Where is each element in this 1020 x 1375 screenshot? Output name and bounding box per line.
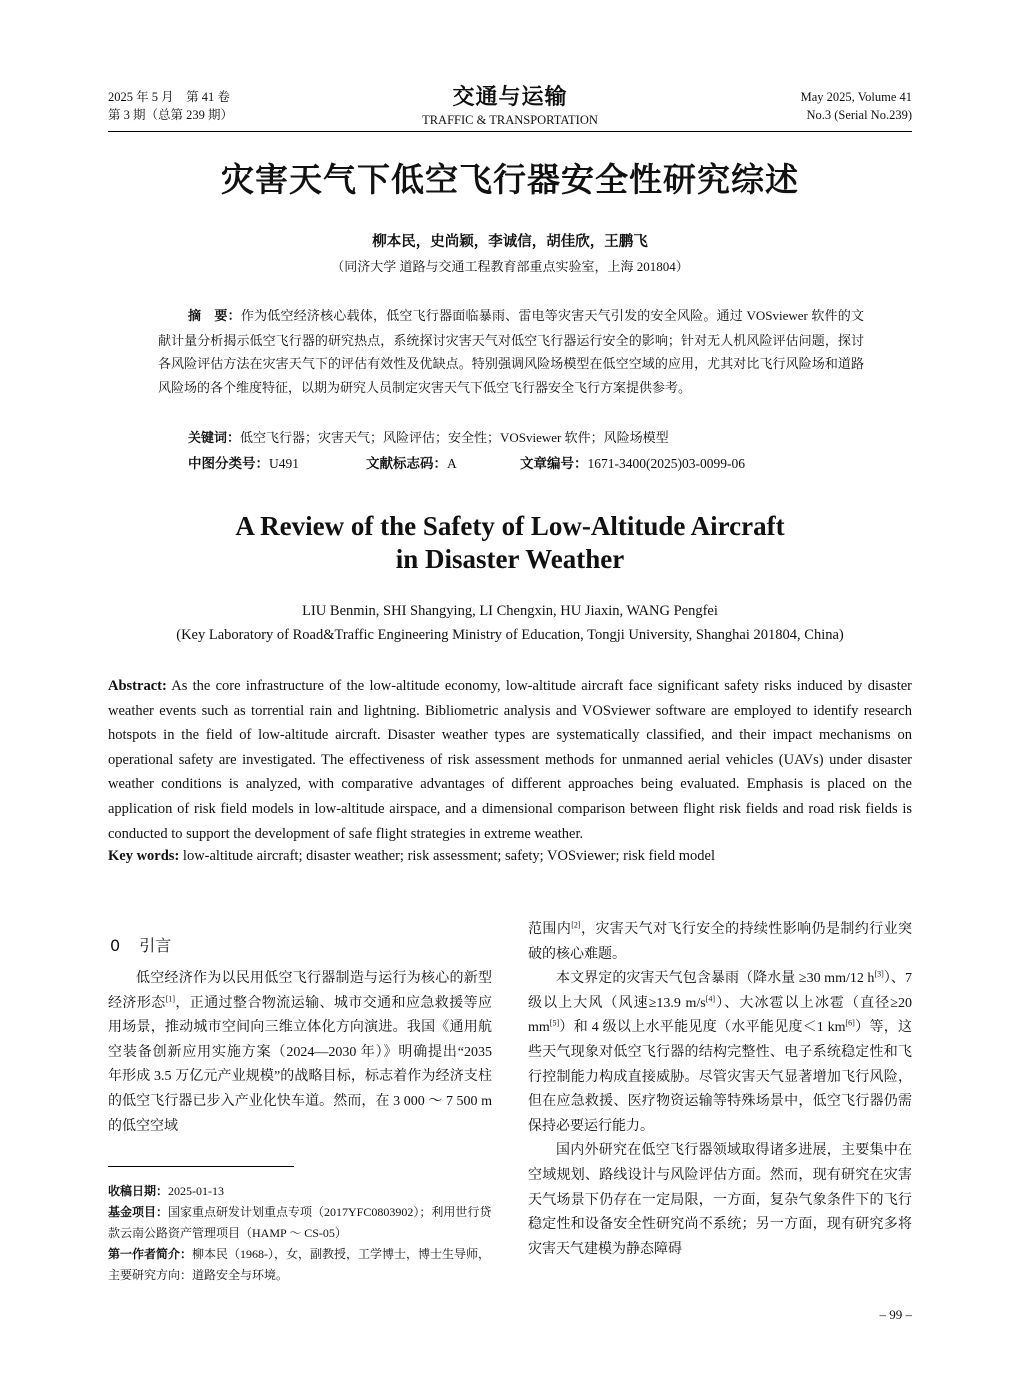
footnote-rule xyxy=(108,1166,294,1167)
abstract-en xyxy=(108,674,912,846)
article-title-en-line2: in Disaster Weather xyxy=(395,544,625,574)
footnote-first-author xyxy=(108,1244,492,1286)
intro-paragraph-3: 国内外研究在低空飞行器领域取得诸多进展，主要集中在空域规划、路线设计与风险评估方面。然而，现有研究在灾害天气场景下仍存在一定局限，一方面，复杂气象条件下的飞行稳定性和设备安全性研究尚不系统；另一方面，现有研究多将灾害天气建模为静态障碍 xyxy=(528,1143,912,1257)
citation-ref: [2] xyxy=(571,920,581,930)
article-title-en xyxy=(108,510,912,576)
authors-en: LIU Benmin, SHI Shangying, LI Chengxin, HU Jiaxin, WANG Pengfei xyxy=(302,603,718,619)
document-code-value: A xyxy=(447,456,457,471)
footnote-received xyxy=(108,1181,492,1202)
section-heading-introduction xyxy=(110,935,171,957)
header-month-volume-en: May 2025, Volume 41 xyxy=(800,90,912,104)
footnote-label: 第一作者简介： xyxy=(108,1247,193,1261)
header-issue-number: 第 3 期（总第 239 期） xyxy=(108,108,234,122)
article-number xyxy=(520,454,745,474)
authors-cn: 柳本民，史尚颖，李诚信，胡佳欣，王鹏飞 xyxy=(372,234,648,250)
article-title-cn: 灾害天气下低空飞行器安全性研究综述 xyxy=(221,160,799,199)
journal-name-cn: 交通与运输 xyxy=(452,84,568,109)
intro-text: ）、7 级以上大风（风速≥13.9 m/s xyxy=(528,971,913,1011)
header-serial-en: No.3 (Serial No.239) xyxy=(806,108,912,122)
left-column-body xyxy=(108,967,492,1139)
keywords-en-label: Key words: xyxy=(108,848,180,864)
citation-ref: [6] xyxy=(845,1018,855,1028)
intro-text: 低空经济作为以民用低空飞行器制造与运行为核心的新型经济形态 xyxy=(108,971,492,1011)
keywords-cn-text: 低空飞行器；灾害天气；风险评估；安全性；VOSviewer 软件；风险场模型 xyxy=(240,430,669,445)
affiliation-cn: （同济大学 道路与交通工程教育部重点实验室，上海 201804） xyxy=(331,259,689,274)
keywords-en xyxy=(108,845,912,867)
footnote-label: 收稿日期： xyxy=(108,1184,169,1198)
document-code xyxy=(366,454,457,474)
footnote-value: 国家重点研发计划重点专项（2017YFC0803902）；利用世行贷款云南公路资产管理项目（HAMP ～ CS-05） xyxy=(108,1205,492,1240)
keywords-cn-label: 关键词： xyxy=(188,431,241,446)
page-number: – 99 – xyxy=(879,1307,912,1322)
citation-ref: [1] xyxy=(165,993,175,1003)
header-issue-info-cn xyxy=(108,88,233,124)
section-title: 引言 xyxy=(139,936,172,955)
intro-text: ）和 4 级以上水平能见度（水平能见度＜1 km xyxy=(559,1020,846,1036)
intro-text: ，灾害天气对飞行安全的持续性影响仍是制约行业突破的核心难题。 xyxy=(528,922,913,962)
header-date-volume: 2025 年 5 月 第 41 卷 xyxy=(108,90,230,104)
clc-number xyxy=(188,454,299,474)
footnote-value: 柳本民（1968-），女，副教授，工学博士，博士生导师，主要研究方向：道路安全与环境。 xyxy=(108,1247,491,1282)
section-number: 0 xyxy=(110,936,121,955)
abstract-en-label: Abstract: xyxy=(108,678,167,694)
right-column-body xyxy=(528,918,912,1262)
intro-paragraph-1 xyxy=(108,967,492,1139)
intro-text: ，正通过整合物流运输、城市交通和应急救援等应用场景，推动城市空间向三维立体化方向演进。我国《通用航空装备创新应用实施方案（2024—2030 年）》明确提出“2035 年形成 3.5 万亿元产业规模”的战略目标，标志着作为经济支柱的低空飞行器已步入产业化快车道。然而，在 3 000 ～ 7 500 m 的低空空域 xyxy=(108,995,493,1134)
clc-label: 中图分类号： xyxy=(188,456,269,472)
footnotes xyxy=(108,1181,492,1286)
journal-masthead xyxy=(360,84,660,128)
abstract-cn-text: 作为低空经济核心载体，低空飞行器面临暴雨、雷电等灾害天气引发的安全风险。通过 VOSviewer 软件的文献计量分析揭示低空飞行器的研究热点，系统探讨灾害天气对低空飞行器运行安全的影响；针对无人机风险评估问题，探讨各风险评估方法在灾害天气下的评估有效性及优缺点。特别强调风险场模型在低空空域的应用，尤其对比飞行风险场和道路风险场的各个维度特征，以期为研究人员制定灾害天气下低空飞行器安全飞行方案提供参考。 xyxy=(158,308,864,395)
abstract-cn xyxy=(158,304,864,399)
citation-ref: [5] xyxy=(549,1018,560,1028)
keywords-en-text: low-altitude aircraft; disaster weather; risk assessment; safety; VOSviewer; risk field model xyxy=(179,848,715,864)
article-number-value: 1671-3400(2025)03-0099-06 xyxy=(587,456,745,471)
affiliation-en: (Key Laboratory of Road&Traffic Engineering Ministry of Education, Tongji University, Shanghai 201804, China) xyxy=(176,627,844,643)
intro-text: ）等，这些天气现象对低空飞行器的结构完整性、电子系统稳定性和飞行控制能力构成直接威胁。尽管灾害天气显著增加飞行风险，但在应急救援、医疗物资运输等特殊场景中，低空飞行器仍需保持必要运行能力。 xyxy=(528,1020,913,1134)
intro-paragraph-2 xyxy=(528,967,912,1139)
intro-text: 本文界定的灾害天气包含暴雨（降水量 ≥30 mm/12 h xyxy=(556,971,875,987)
intro-paragraph-1-continued xyxy=(528,918,912,967)
intro-text: ）、大冰雹以上冰雹（直径≥20 mm xyxy=(528,995,912,1036)
citation-ref: [4] xyxy=(705,994,716,1004)
footnote-value: 2025-01-13 xyxy=(168,1184,225,1198)
article-number-label: 文章编号： xyxy=(520,456,588,472)
footnote-fund xyxy=(108,1202,492,1244)
article-title-en-line1: A Review of the Safety of Low-Altitude Aircraft xyxy=(235,511,785,541)
abstract-cn-label: 摘 要： xyxy=(188,309,241,324)
header-rule xyxy=(108,131,912,132)
clc-value: U491 xyxy=(269,456,299,471)
document-code-label: 文献标志码： xyxy=(366,456,447,472)
keywords-cn xyxy=(188,428,864,449)
intro-text: 范围内 xyxy=(528,922,572,937)
footnote-label: 基金项目： xyxy=(108,1205,169,1219)
citation-ref: [3] xyxy=(874,969,884,979)
journal-name-en: TRAFFIC & TRANSPORTATION xyxy=(422,113,598,127)
abstract-en-text: As the core infrastructure of the low-altitude economy, low-altitude aircraft face significant safety risks induced by disaster weather events such as torrential rain and lightning. Bibliometric analysis and VOSviewer software are employed to identify research hotspots in the field of low-altitude aircraft. Disaster weather types are systematically classified, and their impact mechanisms on operational safety are investigated. The effectiveness of risk assessment methods for unmanned aerial vehicles (UAVs) under disaster weather conditions is analyzed, with comparative advantages of different approaches being evaluated. Emphasis is placed on the application of risk field models in low-altitude airspace, and a dimensional comparison between flight risk fields and road risk fields is conducted to support the development of safe flight strategies in extreme weather. xyxy=(108,678,912,842)
header-issue-info-en xyxy=(801,88,912,124)
